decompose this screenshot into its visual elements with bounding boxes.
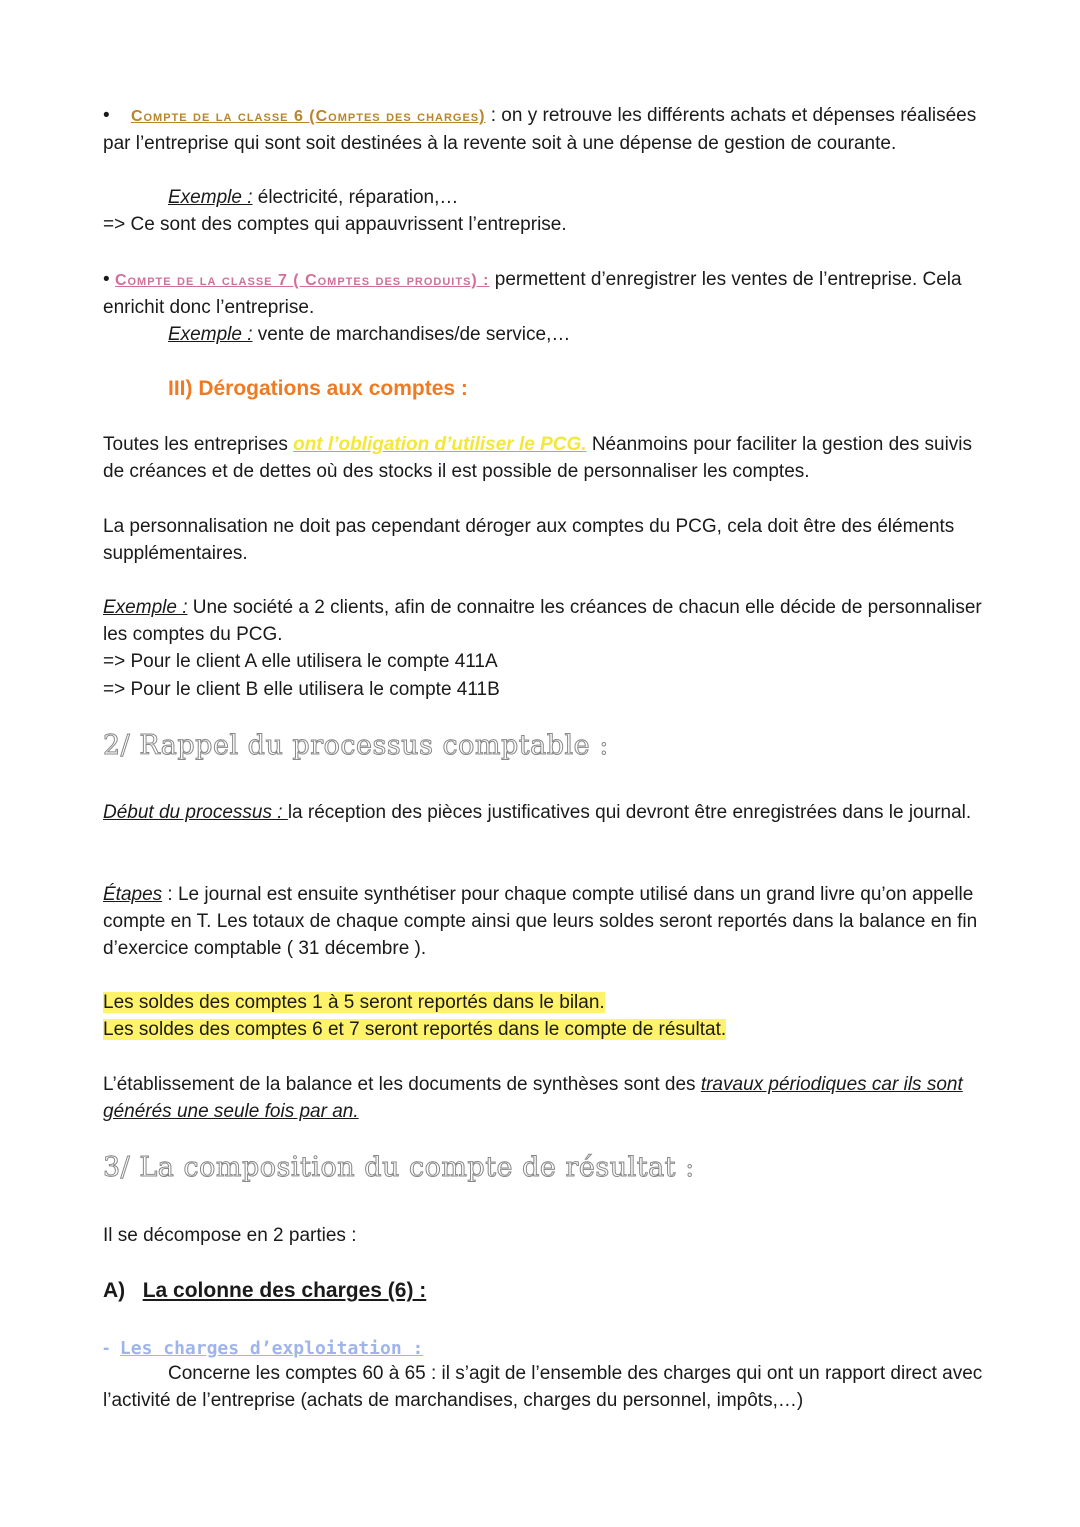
text: Néanmoins pour faciliter la gestion des suivis de créances et de dettes où des stocks il est possible de personnaliser les comptes. — [103, 434, 973, 482]
bullet-classe-7: • Compte de la classe 7 ( Comptes des produits) : permettent d’enregistrer les ventes de l’entreprise. Cela enrichit donc l’entreprise. — [103, 269, 962, 318]
example-text: Une société a 2 clients, afin de connaitre les créances de chacun elle décide de personnaliser les comptes du PCG. — [103, 597, 982, 645]
heading-text: 2/ Rappel du processus comptable : — [103, 730, 609, 761]
example-6 — [103, 184, 983, 211]
example-text: électricité, réparation,… — [252, 187, 459, 208]
example-7 — [103, 321, 983, 348]
title: La colonne des charges (6) : — [142, 1279, 427, 1302]
label: A) — [103, 1279, 126, 1302]
classe-7-text: permettent d’enregistrer les ventes de l’entreprise. Cela enrichit donc l’entreprise. — [103, 269, 962, 318]
intro-text: Il se décompose en 2 parties : — [103, 1225, 357, 1246]
paragraph-travaux — [103, 1071, 983, 1125]
example-label: Exemple : — [103, 597, 188, 618]
text: Toutes les entreprises — [103, 434, 294, 455]
emphasis-text: travaux périodiques car ils sont générés une seule fois par an. — [103, 1074, 963, 1122]
paragraph-debut — [103, 799, 983, 826]
exploitation-text: Concerne les comptes 60 à 65 : il s’agit de l’ensemble des charges qui ont un rapport direct avec l’activité de l’entreprise (achats de marchandises, charges du personnel, impôts,…) — [103, 1363, 983, 1411]
text: : Le journal est ensuite synthétiser pour chaque compte utilisé dans un grand livre qu’on appelle compte en T. Les totaux de chaque compte ainsi que leurs soldes seront reportés dans la balance en fin d’exercice comptable ( 31 décembre ). — [103, 884, 978, 959]
classe-7-title: Compte de la classe 7 ( Comptes des produits) : — [114, 272, 490, 289]
client-b-line: => Pour le client B elle utilisera le compte 411B — [103, 679, 500, 700]
subheading-exploitation — [103, 1335, 983, 1362]
client-a-line: => Pour le client A elle utilisera le compte 411A — [103, 651, 498, 672]
subheading-a — [103, 1277, 983, 1304]
heading-text: 3/ La composition du compte de résultat : — [103, 1152, 695, 1183]
highlight-line-2: Les soldes des comptes 6 et 7 seront reportés dans le compte de résultat. — [103, 1019, 727, 1040]
paragraph-personnalisation: La personnalisation ne doit pas cependant déroger aux comptes du PCG, cela doit être des éléments supplémentaires. — [103, 516, 955, 564]
section-heading-derogations — [168, 375, 1048, 403]
heading-part-3 — [103, 1154, 983, 1184]
paragraph-etapes — [103, 881, 983, 962]
highlight-text: ont l’obligation d’utiliser le PCG. — [293, 434, 587, 455]
bullet-classe-6: • Compte de la classe 6 (Comptes des charges) : on y retrouve les différents achats et dépenses réalisées par l’entreprise qui sont soit destinées à la revente soit à une dépense de gestion de courante. — [103, 105, 977, 154]
example-label: Exemple : — [168, 324, 253, 345]
highlight-block — [103, 989, 983, 1043]
heading-part-2 — [103, 732, 983, 762]
text: L’établissement de la balance et les documents de synthèses sont des — [103, 1074, 701, 1095]
title: Les charges d’exploitation : — [119, 1338, 424, 1359]
example-text: vente de marchandises/de service,… — [252, 324, 571, 345]
paragraph-obligation — [103, 431, 983, 485]
label: Étapes — [103, 884, 163, 905]
example-label: Exemple : — [168, 187, 253, 208]
dash: - — [103, 1338, 110, 1359]
classe-6-text: : on y retrouve les différents achats et dépenses réalisées par l’entreprise qui sont soit destinées à la revente soit à une dépense de gestion de courante. — [103, 105, 977, 154]
conclusion-6: => Ce sont des comptes qui appauvrissent l’entreprise. — [103, 214, 567, 235]
text: la réception des pièces justificatives qui devront être enregistrées dans le journal. — [287, 802, 972, 823]
heading-text: III) Dérogations aux comptes : — [168, 377, 468, 400]
highlight-line-1: Les soldes des comptes 1 à 5 seront reportés dans le bilan. — [103, 992, 605, 1013]
label: Début du processus : — [103, 802, 288, 823]
classe-6-title: Compte de la classe 6 (Comptes des charges) — [130, 108, 486, 125]
example-paragraph — [103, 594, 983, 648]
